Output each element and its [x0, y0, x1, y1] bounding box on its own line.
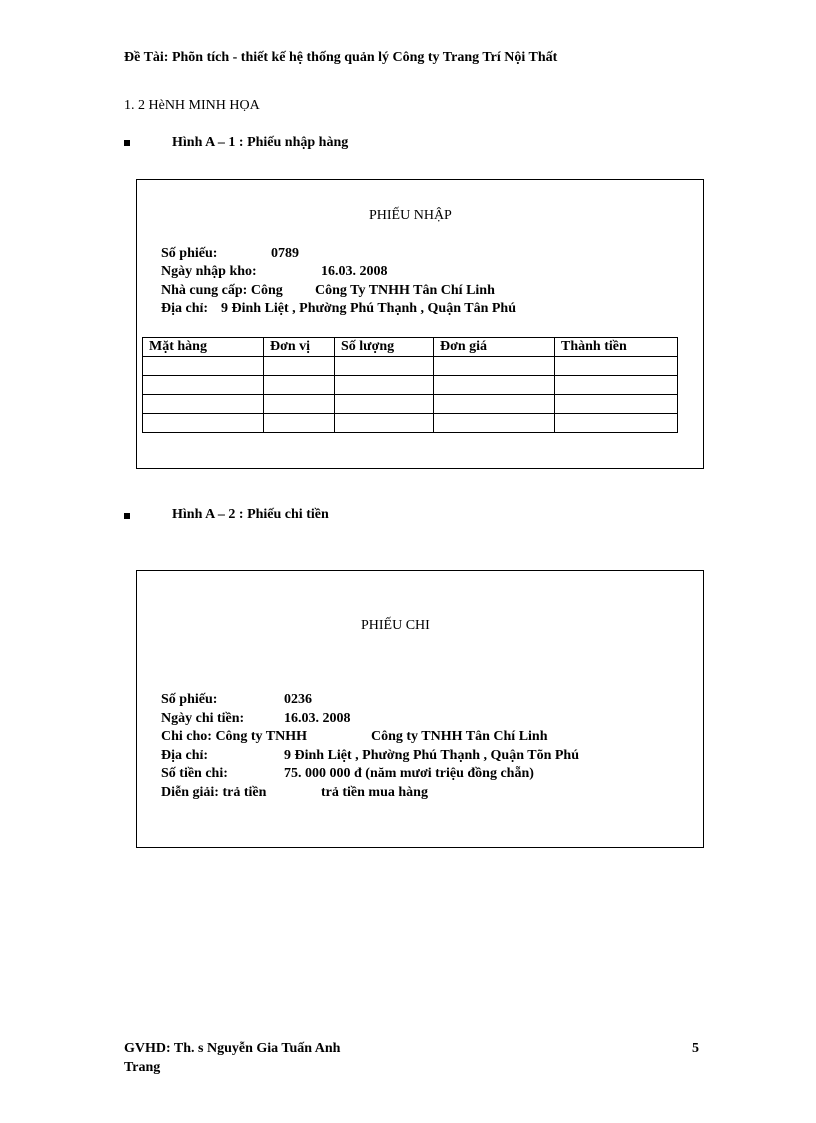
so-tien-chi-label: Số tiền chi:: [161, 766, 228, 781]
chi-cho-value: Công ty TNHH Tân Chí Linh: [371, 729, 548, 744]
document-header-title: Đề Tài: Phõn tích - thiết kế hệ thống quản lý Công ty Trang Trí Nội Thất: [124, 50, 558, 65]
so-phieu-label: Số phiếu:: [161, 692, 218, 707]
section-heading: 1. 2 HèNH MINH HỌA: [124, 98, 260, 113]
dia-chi-label: Địa chỉ:: [161, 748, 209, 763]
ngay-nhap-value: 16.03. 2008: [321, 264, 388, 279]
nha-cung-cap-value: Công Ty TNHH Tân Chí Linh: [315, 283, 495, 298]
col-don-gia: Đơn giá: [434, 338, 555, 357]
dien-giai-label: Diễn giải: trả tiền: [161, 785, 267, 800]
phieu-chi-form: [136, 570, 704, 848]
page-number: 5: [692, 1041, 699, 1056]
ngay-nhap-label: Ngày nhập kho:: [161, 264, 257, 279]
so-tien-chi-value: 75. 000 000 đ (năm mươi triệu đồng chẵn): [284, 766, 534, 781]
col-mat-hang: Mặt hàng: [143, 338, 264, 357]
bullet-icon: [124, 513, 130, 519]
col-thanh-tien: Thành tiền: [555, 338, 678, 357]
dia-chi-label: Địa chỉ:: [161, 301, 209, 316]
chi-cho-label: Chi cho: Công ty TNHH: [161, 729, 307, 744]
bullet-icon: [124, 140, 130, 146]
nha-cung-cap-label: Nhà cung cấp: Công: [161, 283, 283, 298]
footer-gvhd: GVHD: Th. s Nguyễn Gia Tuấn Anh: [124, 1041, 341, 1056]
so-phieu-label: Số phiếu:: [161, 246, 218, 261]
phieu-nhap-title: PHIẾU NHẬP: [369, 208, 452, 223]
figure1-caption: Hình A – 1 : Phiếu nhập hàng: [172, 135, 349, 150]
table-row: [143, 357, 678, 376]
dia-chi-value: 9 Đinh Liệt , Phường Phú Thạnh , Quận Tõn Phú: [284, 748, 579, 763]
so-phieu-value: 0789: [271, 246, 299, 261]
footer-trang: Trang: [124, 1060, 161, 1075]
table-row: [143, 376, 678, 395]
dien-giai-value: trả tiền mua hàng: [321, 785, 428, 800]
phieu-nhap-table: [142, 337, 678, 433]
table-row: [143, 414, 678, 433]
so-phieu-value: 0236: [284, 692, 312, 707]
figure2-caption: Hình A – 2 : Phiếu chi tiền: [172, 507, 329, 522]
col-so-luong: Số lượng: [335, 338, 434, 357]
phieu-chi-title: PHIẾU CHI: [361, 618, 430, 633]
table-row: [143, 395, 678, 414]
col-don-vi: Đơn vị: [264, 338, 335, 357]
ngay-chi-label: Ngày chi tiền:: [161, 711, 245, 726]
table-header-row: [143, 338, 678, 357]
dia-chi-value: 9 Đinh Liệt , Phường Phú Thạnh , Quận Tân Phú: [221, 301, 516, 316]
ngay-chi-value: 16.03. 2008: [284, 711, 351, 726]
phieu-nhap-form: [136, 179, 704, 469]
